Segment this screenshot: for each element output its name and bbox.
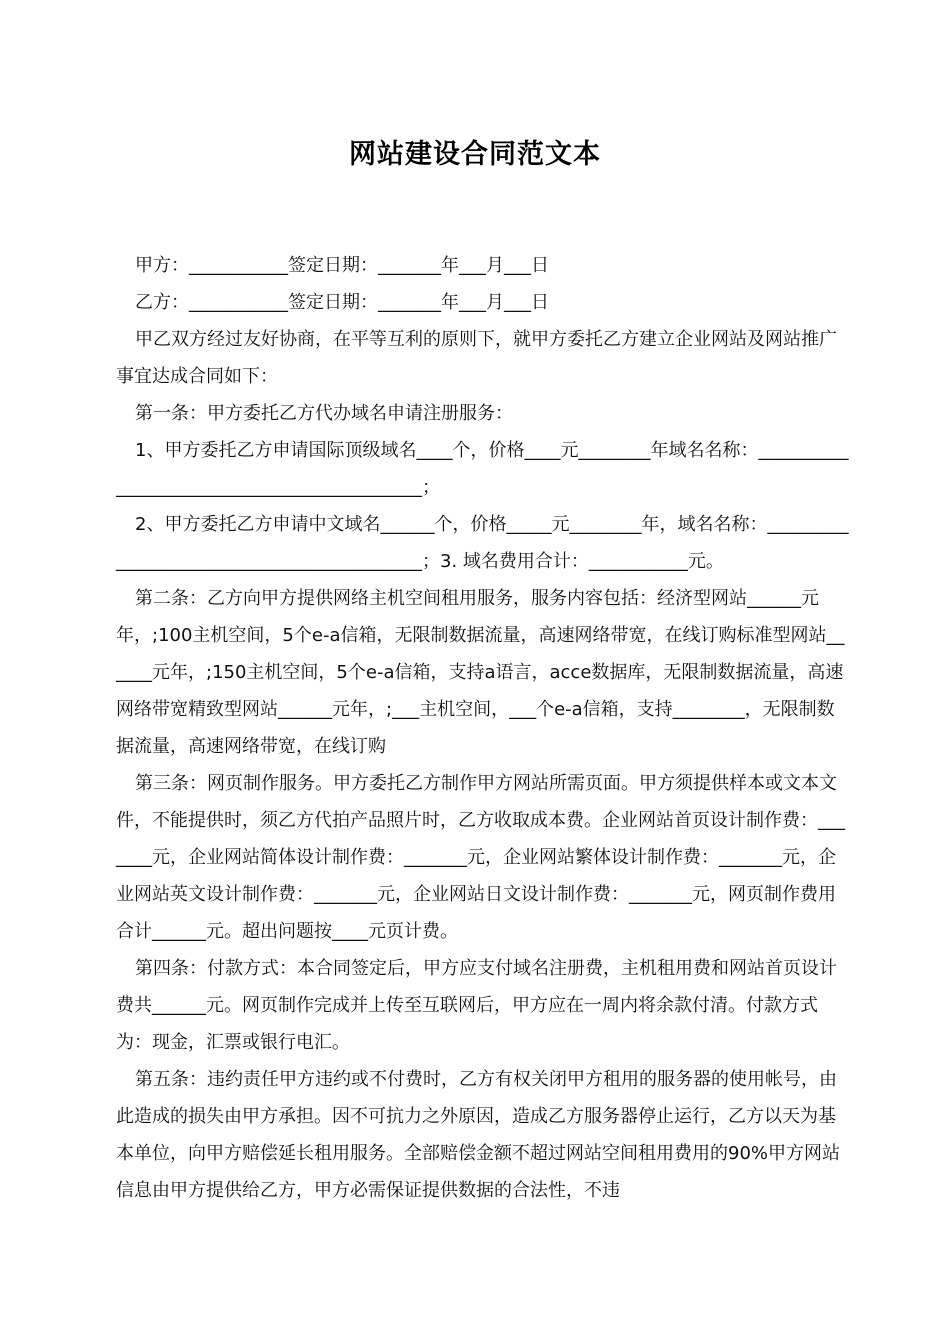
article-2-paragraph: 第二条：乙方向甲方提供网络主机空间租用服务，服务内容包括：经济型网站______元年，;100主机空间，5个e-a信箱，无限制数据流量，高速网络带宽，在线订购标准型网站______元年，;150主机空间，5个e-a信箱，支持a语言，acce数据库，无限制数据流量，高速网络带宽精致型网站______元年，;___主机空间，___个e-a信箱，支持________，无限制数据流量，高速网络带宽，在线订购 — [116, 588, 845, 757]
article-1-item-2: 2、甲方委托乙方申请中文域名______个，价格_____元________年，域名名称：___________________________________________；3. 域名费用合计：___________元。 — [116, 514, 849, 572]
article-1-heading: 第一条：甲方委托乙方代办域名申请注册服务： — [135, 403, 513, 424]
party-a-line: 甲方：___________签定日期：_______年___月___日 — [135, 255, 549, 276]
document-title: 网站建设合同范文本 — [349, 139, 601, 170]
article-4-paragraph: 第四条：付款方式：本合同签定后，甲方应支付域名注册费，主机租用费和网站首页设计费共______元。网页制作完成并上传至互联网后，甲方应在一周内将余款付清。付款方式为：现金，汇票或银行电汇。 — [116, 958, 837, 1053]
article-1-item-1: 1、甲方委托乙方申请国际顶级域名____个，价格____元________年域名名称：____________________________________________； — [116, 440, 849, 498]
party-b-line: 乙方：___________签定日期：_______年___月___日 — [135, 292, 549, 313]
article-3-paragraph: 第三条：网页制作服务。甲方委托乙方制作甲方网站所需页面。甲方须提供样本或文本文件，不能提供时，须乙方代拍产品照片时，乙方收取成本费。企业网站首页设计制作费：_______元，企业网站简体设计制作费：_______元，企业网站繁体设计制作费：_______元，企业网站英文设计制作费：_______元，企业网站日文设计制作费：_______元，网页制作费用合计______元。超出问题按____元页计费。 — [116, 773, 845, 942]
article-5-paragraph: 第五条：违约责任甲方违约或不付费时，乙方有权关闭甲方租用的服务器的使用帐号，由此造成的损失由甲方承担。因不可抗力之外原因，造成乙方服务器停止运行，乙方以天为基本单位，向甲方赔偿延长租用服务。全部赔偿金额不超过网站空间租用费用的90%甲方网站信息由甲方提供给乙方，甲方必需保证提供数据的合法性，不违 — [116, 1069, 841, 1201]
intro-paragraph: 甲乙双方经过友好协商，在平等互利的原则下，就甲方委托乙方建立企业网站及网站推广事宜达成合同如下： — [116, 329, 837, 387]
document-body — [116, 247, 851, 1209]
